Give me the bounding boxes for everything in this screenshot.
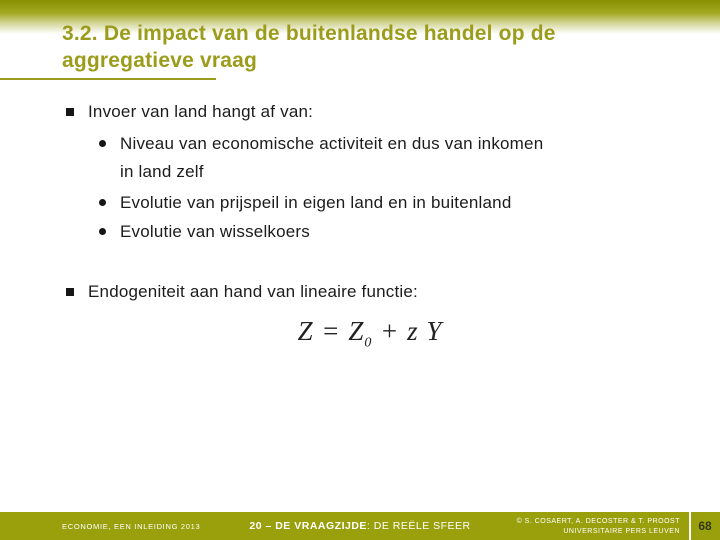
bullet-item [66,100,686,124]
sub-bullet-item [99,218,659,246]
footer-copyright: © S. COSAERT, A. DECOSTER & T. PROOST UNIVERSITAIRE PERS LEUVEN [516,518,680,535]
sub-bullet-text: Evolutie van prijspeil in eigen land en in buitenland [120,193,512,212]
round-bullet-icon [99,228,106,235]
square-bullet-icon [66,108,74,116]
round-bullet-icon [99,140,106,147]
subscript: 0 [364,335,373,351]
footer-separator-line [689,512,691,540]
title-underline [0,78,216,80]
sub-bullet-text: Niveau van economische activiteit en dus van inkomen in land zelf [120,134,544,181]
bullet-text: Endogeniteit aan hand van lineaire functie: [88,282,418,301]
equation: $Z = Z_0 + z$ Y [297,316,443,351]
slide-title: 3.2. De impact van de buitenlandse handel op de aggregatieve vraag [62,22,556,72]
bullet-text: Invoer van land hangt af van: [88,102,314,121]
footer-chapter-number: 20 – DE VRAAGZIJDE [249,520,367,532]
round-bullet-icon [99,199,106,206]
bullet-item [66,280,686,304]
footer-chapter-rest: : DE REËLE SFEER [366,520,471,532]
footer-chapter-title [160,520,560,532]
square-bullet-icon [66,288,74,296]
footer-bar [0,512,720,540]
sub-bullet-item [99,130,659,186]
sub-bullet-text: Evolutie van wisselkoers [120,222,310,241]
sub-bullet-item [99,189,659,217]
page-number: 68 [698,519,712,533]
footer-book-title: ECONOMIE, EEN INLEIDING 2013 [62,522,201,531]
